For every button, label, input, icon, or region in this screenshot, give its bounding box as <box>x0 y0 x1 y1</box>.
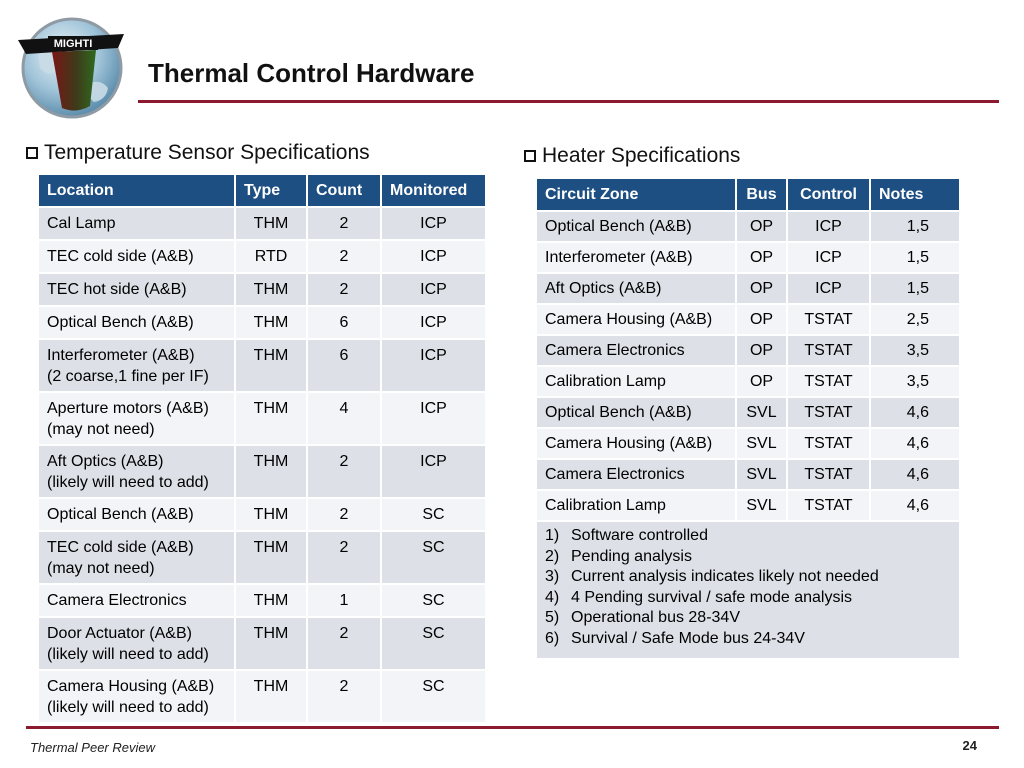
type-cell: THM <box>235 498 307 531</box>
bus-cell: OP <box>736 242 787 273</box>
monitored-cell: ICP <box>381 306 486 339</box>
location-note: (likely will need to add) <box>47 645 209 663</box>
checkbox-bullet-icon <box>524 150 536 162</box>
location-cell <box>38 240 235 273</box>
location-label: TEC hot side (A&B) <box>47 281 187 298</box>
table-row <box>38 670 486 723</box>
location-label: Aperture motors (A&B) <box>47 400 209 417</box>
column-header: Count <box>307 174 381 207</box>
footnote-list <box>545 526 951 650</box>
location-cell <box>38 531 235 584</box>
table-row <box>38 273 486 306</box>
monitored-cell: SC <box>381 531 486 584</box>
zone-cell: Camera Electronics <box>536 459 736 490</box>
footnote-number: 3) <box>545 568 560 586</box>
table-row <box>38 584 486 617</box>
control-cell: TSTAT <box>787 428 870 459</box>
table-row <box>38 240 486 273</box>
zone-cell: Camera Electronics <box>536 335 736 366</box>
location-note: (likely will need to add) <box>47 473 209 491</box>
footnote-number: 1) <box>545 527 560 544</box>
count-cell: 2 <box>307 445 381 498</box>
table-row <box>536 459 960 490</box>
zone-cell: Optical Bench (A&B) <box>536 397 736 428</box>
notes-cell: 3,5 <box>870 366 960 397</box>
type-cell: THM <box>235 273 307 306</box>
table-row <box>38 207 486 240</box>
control-cell: TSTAT <box>787 397 870 428</box>
monitored-cell: SC <box>381 498 486 531</box>
column-header: Circuit Zone <box>536 178 736 211</box>
heater-table-header <box>536 178 960 211</box>
count-cell: 2 <box>307 498 381 531</box>
location-label: Optical Bench (A&B) <box>47 506 194 523</box>
location-cell <box>38 498 235 531</box>
zone-cell: Calibration Lamp <box>536 490 736 521</box>
count-cell: 4 <box>307 392 381 445</box>
footnote-item <box>545 526 951 547</box>
zone-cell: Calibration Lamp <box>536 366 736 397</box>
notes-cell: 1,5 <box>870 242 960 273</box>
sensor-table-header <box>38 174 486 207</box>
table-row <box>536 428 960 459</box>
type-cell: THM <box>235 306 307 339</box>
bus-cell: SVL <box>736 428 787 459</box>
type-cell: THM <box>235 670 307 723</box>
monitored-cell: SC <box>381 584 486 617</box>
type-cell: THM <box>235 392 307 445</box>
control-cell: TSTAT <box>787 490 870 521</box>
count-cell: 2 <box>307 617 381 670</box>
location-cell <box>38 339 235 392</box>
monitored-cell: ICP <box>381 207 486 240</box>
bus-cell: OP <box>736 304 787 335</box>
footnotes-row <box>536 521 960 659</box>
table-row <box>536 242 960 273</box>
notes-cell: 4,6 <box>870 428 960 459</box>
notes-cell: 2,5 <box>870 304 960 335</box>
sensor-section-title: Temperature Sensor Specifications <box>44 141 370 164</box>
footer-divider <box>26 726 999 729</box>
table-row <box>38 445 486 498</box>
footnotes-cell <box>536 521 960 659</box>
monitored-cell: ICP <box>381 445 486 498</box>
table-row <box>38 339 486 392</box>
footnote-item <box>545 547 951 568</box>
count-cell: 2 <box>307 273 381 306</box>
bus-cell: OP <box>736 211 787 242</box>
bus-cell: OP <box>736 366 787 397</box>
table-row <box>536 366 960 397</box>
footnote-item <box>545 588 951 609</box>
control-cell: TSTAT <box>787 304 870 335</box>
footnote-item <box>545 629 951 650</box>
zone-cell: Camera Housing (A&B) <box>536 428 736 459</box>
bus-cell: OP <box>736 335 787 366</box>
monitored-cell: SC <box>381 670 486 723</box>
mighti-logo <box>18 14 130 120</box>
location-label: Door Actuator (A&B) <box>47 625 192 642</box>
location-cell <box>38 617 235 670</box>
location-cell <box>38 584 235 617</box>
column-header: Control <box>787 178 870 211</box>
notes-cell: 4,6 <box>870 397 960 428</box>
type-cell: THM <box>235 617 307 670</box>
footnote-number: 6) <box>545 629 560 647</box>
table-row <box>536 490 960 521</box>
checkbox-bullet-icon <box>26 147 38 159</box>
location-label: Aft Optics (A&B) <box>47 453 164 470</box>
table-row <box>536 273 960 304</box>
location-label: TEC cold side (A&B) <box>47 248 194 265</box>
notes-cell: 4,6 <box>870 490 960 521</box>
notes-cell: 1,5 <box>870 273 960 304</box>
count-cell: 6 <box>307 306 381 339</box>
location-cell <box>38 306 235 339</box>
monitored-cell: ICP <box>381 392 486 445</box>
table-row <box>38 392 486 445</box>
logo-text: MIGHTI <box>53 38 93 50</box>
control-cell: ICP <box>787 242 870 273</box>
monitored-cell: SC <box>381 617 486 670</box>
location-label: Interferometer (A&B) <box>47 347 195 364</box>
monitored-cell: ICP <box>381 273 486 306</box>
table-row <box>38 617 486 670</box>
bus-cell: SVL <box>736 490 787 521</box>
bus-cell: SVL <box>736 397 787 428</box>
footnote-text: Pending analysis <box>571 547 692 565</box>
zone-cell: Interferometer (A&B) <box>536 242 736 273</box>
heater-section-heading <box>524 144 740 168</box>
footnote-number: 2) <box>545 547 560 565</box>
count-cell: 2 <box>307 670 381 723</box>
type-cell: THM <box>235 445 307 498</box>
location-label: Camera Electronics <box>47 592 187 609</box>
sensor-table <box>37 173 487 724</box>
table-row <box>536 304 960 335</box>
location-label: TEC cold side (A&B) <box>47 539 194 556</box>
control-cell: ICP <box>787 273 870 304</box>
count-cell: 6 <box>307 339 381 392</box>
location-note: (likely will need to add) <box>47 698 209 716</box>
location-cell <box>38 273 235 306</box>
monitored-cell: ICP <box>381 339 486 392</box>
sensor-section-heading <box>26 141 370 165</box>
footnote-text: Current analysis indicates likely not needed <box>571 568 879 586</box>
count-cell: 2 <box>307 240 381 273</box>
control-cell: TSTAT <box>787 335 870 366</box>
location-cell <box>38 670 235 723</box>
table-row <box>38 531 486 584</box>
location-label: Camera Housing (A&B) <box>47 678 215 695</box>
footnote-text: 4 Pending survival / safe mode analysis <box>571 588 853 606</box>
column-header: Type <box>235 174 307 207</box>
footer-text: Thermal Peer Review <box>30 740 155 755</box>
control-cell: ICP <box>787 211 870 242</box>
location-label: Cal Lamp <box>47 215 116 232</box>
footnote-text: Survival / Safe Mode bus 24-34V <box>571 629 805 647</box>
footnote-item <box>545 567 951 588</box>
table-row <box>38 498 486 531</box>
location-note: (may not need) <box>47 559 155 577</box>
column-header: Bus <box>736 178 787 211</box>
table-row <box>536 211 960 242</box>
notes-cell: 3,5 <box>870 335 960 366</box>
location-cell <box>38 445 235 498</box>
type-cell: RTD <box>235 240 307 273</box>
footnote-text: Operational bus 28-34V <box>571 609 740 627</box>
location-label: Optical Bench (A&B) <box>47 314 194 331</box>
footnote-item <box>545 608 951 629</box>
zone-cell: Aft Optics (A&B) <box>536 273 736 304</box>
count-cell: 2 <box>307 207 381 240</box>
zone-cell: Optical Bench (A&B) <box>536 211 736 242</box>
footnote-text: Software controlled <box>571 527 708 544</box>
type-cell: THM <box>235 531 307 584</box>
title-divider <box>138 100 999 103</box>
count-cell: 1 <box>307 584 381 617</box>
type-cell: THM <box>235 207 307 240</box>
column-header: Notes <box>870 178 960 211</box>
notes-cell: 1,5 <box>870 211 960 242</box>
heater-section-title: Heater Specifications <box>542 144 741 167</box>
page-number: 24 <box>962 738 977 753</box>
bus-cell: OP <box>736 273 787 304</box>
footnote-number: 4) <box>545 588 560 606</box>
heater-table <box>535 177 961 660</box>
control-cell: TSTAT <box>787 366 870 397</box>
column-header: Location <box>38 174 235 207</box>
footnote-number: 5) <box>545 609 560 627</box>
location-cell <box>38 392 235 445</box>
table-row <box>536 335 960 366</box>
type-cell: THM <box>235 584 307 617</box>
location-cell <box>38 207 235 240</box>
column-header: Monitored <box>381 174 486 207</box>
type-cell: THM <box>235 339 307 392</box>
monitored-cell: ICP <box>381 240 486 273</box>
table-row <box>536 397 960 428</box>
location-note: (may not need) <box>47 420 155 438</box>
location-note: (2 coarse,1 fine per IF) <box>47 367 209 385</box>
page-title: Thermal Control Hardware <box>148 58 475 88</box>
bus-cell: SVL <box>736 459 787 490</box>
count-cell: 2 <box>307 531 381 584</box>
control-cell: TSTAT <box>787 459 870 490</box>
notes-cell: 4,6 <box>870 459 960 490</box>
table-row <box>38 306 486 339</box>
zone-cell: Camera Housing (A&B) <box>536 304 736 335</box>
